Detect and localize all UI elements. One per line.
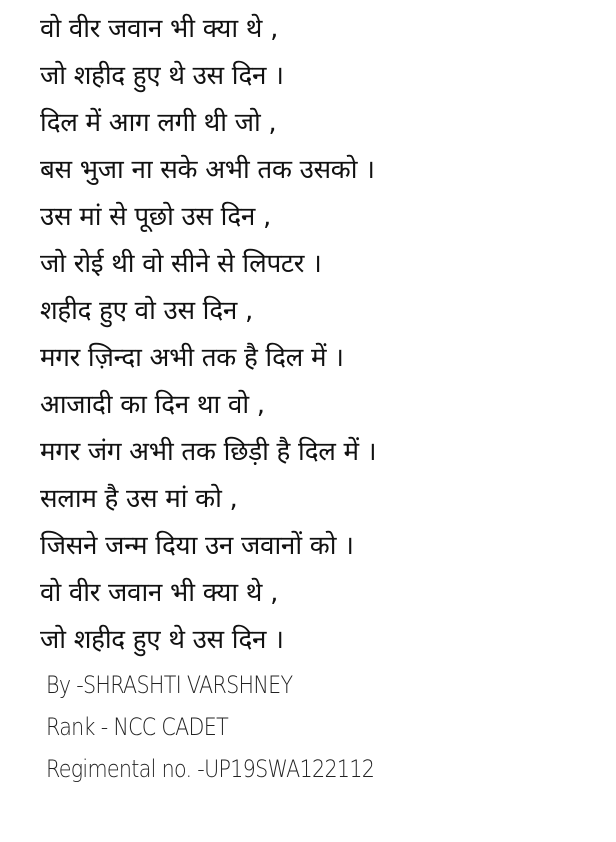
poem-line: वो वीर जवान भी क्या थे , [40,578,279,608]
poem-line: उस मां से पूछो उस दिन , [40,202,271,232]
poem-line: जो शहीद हुए थे उस दिन । [40,625,284,655]
poem-line: मगर ज़िन्दा अभी तक है दिल में । [40,343,344,373]
poem-line: जिसने जन्म दिया उन जवानों को । [40,531,354,561]
poem-line: आजादी का दिन था वो , [40,390,265,420]
poem-line: सलाम है उस मां को , [40,484,238,514]
poem-line: मगर जंग अभी तक छिड़ी है दिल में । [40,437,377,467]
author-credit: By -SHRASHTI VARSHNEY [46,671,293,699]
poem-line: वो वीर जवान भी क्या थे , [40,14,279,44]
regimental-number: Regimental no. -UP19SWA122112 [46,755,375,783]
poem-line: शहीद हुए वो उस दिन , [40,296,253,326]
credits [46,664,586,790]
poem-line: दिल में आग लगी थी जो , [40,108,277,138]
poem-line: जो शहीद हुए थे उस दिन । [40,61,284,91]
poem-line: जो रोई थी वो सीने से लिपटर । [40,249,322,279]
poem [40,6,600,664]
poem-line: बस भुजा ना सके अभी तक उसको । [40,155,375,185]
rank-credit: Rank - NCC CADET [46,713,229,741]
